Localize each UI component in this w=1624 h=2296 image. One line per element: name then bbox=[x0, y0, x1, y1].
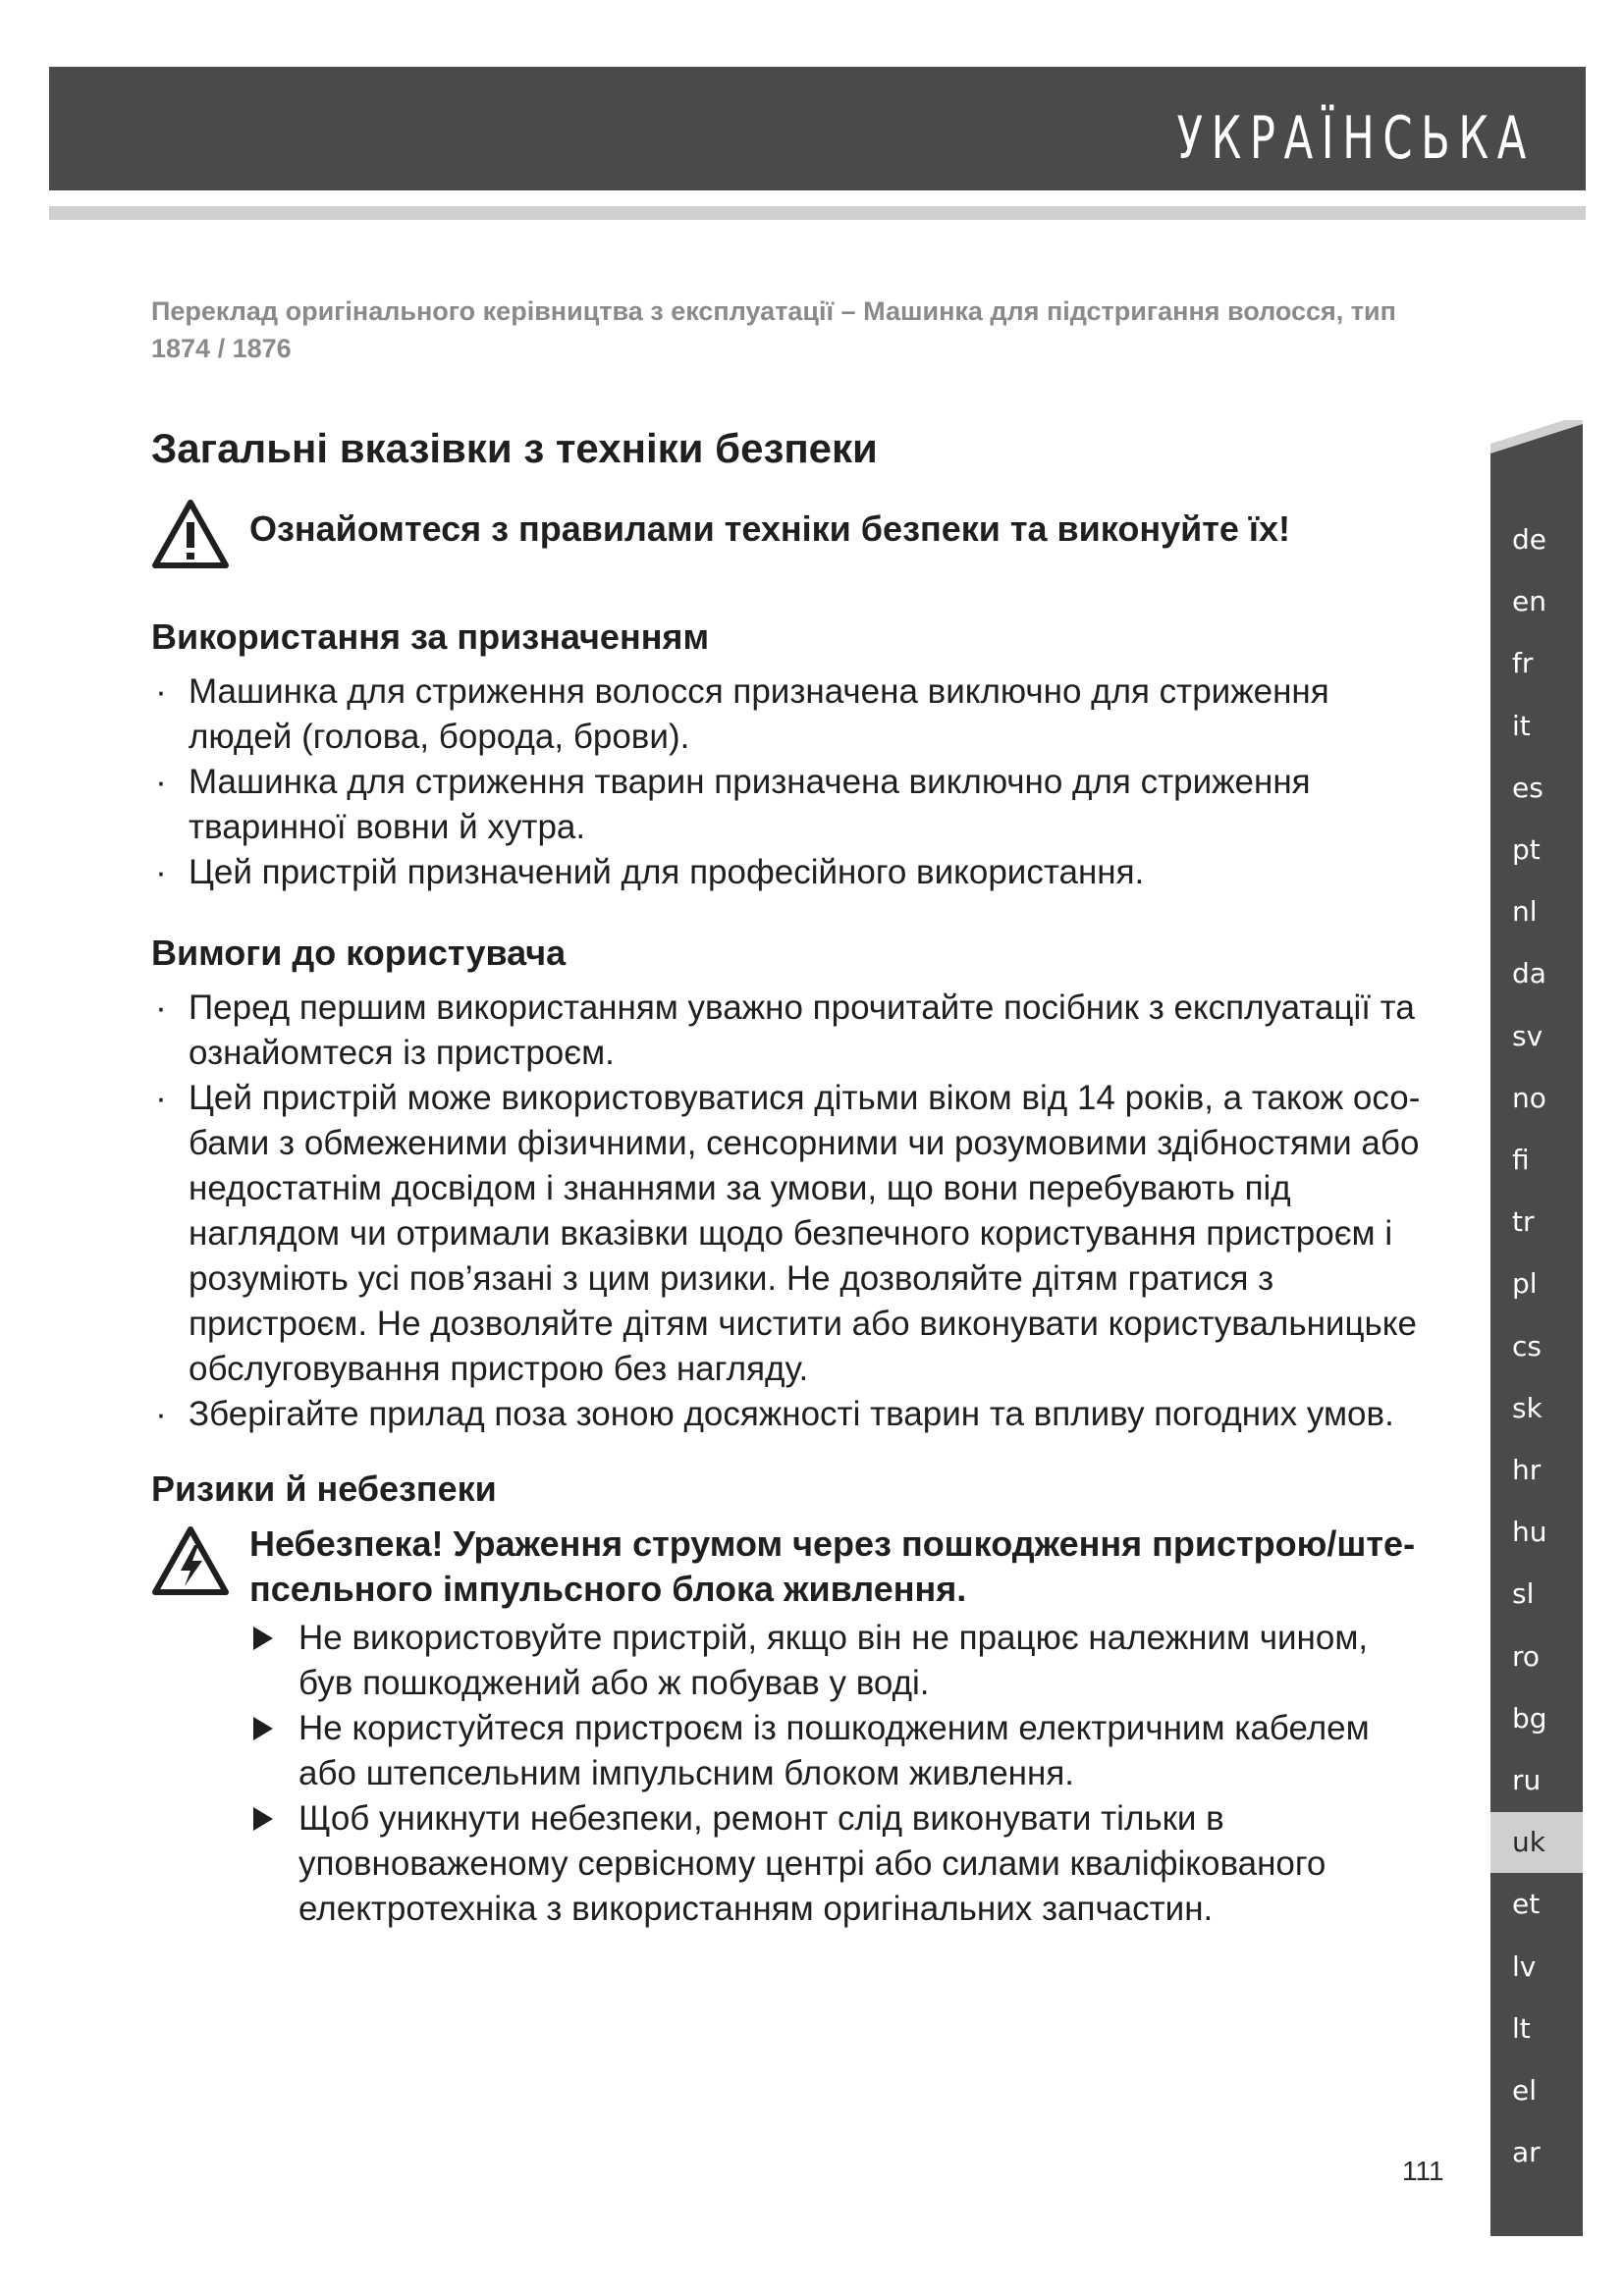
page-number: 111 bbox=[1402, 2156, 1444, 2186]
language-tab-sl[interactable]: sl bbox=[1512, 1577, 1535, 1611]
list-item: Не користуйтеся пристроєм із пошкодженим електричним кабелем або штепсельним імпульсним блоком живлення. bbox=[249, 1706, 1428, 1796]
main-content bbox=[151, 424, 1428, 1932]
list-item: Щоб уникнути небезпеки, ремонт слід виконувати тільки в уповноваженому сервісному центрі або силами кваліфікованого електротехніка з використанням оригінальних запчастин. bbox=[249, 1796, 1428, 1932]
language-tab-it[interactable]: it bbox=[1512, 709, 1531, 742]
list-item: · Цей пристрій призначений для професійного використання. bbox=[155, 853, 1145, 891]
list-item: · Зберігайте прилад поза зоною досяжності тварин та впливу погодних умов. bbox=[155, 1395, 1394, 1433]
language-tab-hr[interactable]: hr bbox=[1512, 1454, 1542, 1486]
intended-use-list bbox=[151, 669, 1428, 895]
language-tab-no[interactable]: no bbox=[1512, 1081, 1546, 1114]
language-tab-pt[interactable]: pt bbox=[1512, 833, 1541, 866]
language-tab-ru[interactable]: ru bbox=[1512, 1764, 1542, 1796]
language-tab-et[interactable]: et bbox=[1512, 1888, 1541, 1921]
user-requirements-list bbox=[151, 986, 1428, 1437]
language-tab-fr[interactable]: fr bbox=[1512, 647, 1534, 680]
section-heading-safety: Загальні вказівки з техніки безпеки bbox=[151, 425, 878, 471]
language-tab-ro[interactable]: ro bbox=[1512, 1639, 1541, 1673]
list-item: · Цей пристрій може використовуватися дітьми віком від 14 років, а також особами з обмеженими фізичними, сенсорними чи розумовими здібностями або недостатнім досвідом і знаннями за умови, що вони перебувають під наглядом чи отримали вказівки щодо безпечного користування пристроєм і розуміють усі пов’язані з цим ризики. Не дозволяйте дітям гратися з пристроєм. Не дозволяйте дітям чистити або виконувати користувальницьке обслуговування пристрою без нагляду. bbox=[155, 1079, 1421, 1388]
electric-hazard-icon bbox=[151, 1525, 230, 1596]
heading-intended-use: Використання за призначенням bbox=[151, 616, 710, 657]
language-title: УКРАЇНСЬКА bbox=[1176, 104, 1535, 173]
language-tab-fi[interactable]: fi bbox=[1512, 1144, 1530, 1176]
document-subtitle: Переклад оригінального керівництва з експлуатації – Машинка для підстригання волосся, тип 1874 / 1876 bbox=[151, 296, 1396, 363]
list-item: · Машинка для стриження тварин призначена виключно для стриження тваринної вовни й хутра. bbox=[155, 763, 1311, 846]
list-item: · Машинка для стриження волосся призначена виключно для стриження людей (голова, борода, брови). bbox=[155, 672, 1329, 756]
danger-warning-text: Небезпека! Ураження струмом через пошкодження пристрою/штепсельного імпульсного блока живлення. bbox=[249, 1523, 1416, 1609]
language-tab-pl[interactable]: pl bbox=[1512, 1267, 1538, 1301]
list-item: · Перед першим використанням уважно прочитайте посібник з експлуатації та ознайомтеся із пристроєм. bbox=[155, 988, 1415, 1072]
language-tab-es[interactable]: es bbox=[1512, 771, 1543, 804]
header-rule bbox=[49, 206, 1586, 220]
language-tab-ar[interactable]: ar bbox=[1512, 2136, 1541, 2169]
language-tab-da[interactable]: da bbox=[1512, 957, 1546, 990]
language-tab-uk[interactable]: uk bbox=[1490, 1812, 1583, 1873]
danger-warning bbox=[151, 1522, 1428, 1932]
safety-warning-text: Ознайомтеся з правилами техніки безпеки та виконуйте їх! bbox=[249, 508, 1291, 549]
list-item: Не використовуйте пристрій, якщо він не працює належним чином, був пошкоджений або ж побував у воді. bbox=[249, 1616, 1428, 1706]
language-tab-lv[interactable]: lv bbox=[1512, 1949, 1537, 1983]
heading-risks: Ризики й небезпеки bbox=[151, 1468, 497, 1509]
language-tab-cs[interactable]: cs bbox=[1512, 1329, 1542, 1362]
language-tab-el[interactable]: el bbox=[1512, 2074, 1538, 2107]
language-tab-en[interactable]: en bbox=[1512, 585, 1546, 618]
language-index bbox=[1490, 461, 1583, 2236]
heading-user-requirements: Вимоги до користувача bbox=[151, 933, 567, 973]
language-tab-tr[interactable]: tr bbox=[1512, 1205, 1535, 1239]
language-tab-hu[interactable]: hu bbox=[1512, 1516, 1547, 1549]
language-tab-sv[interactable]: sv bbox=[1512, 1019, 1543, 1052]
language-tab-bg[interactable]: bg bbox=[1512, 1701, 1547, 1735]
language-tab-nl[interactable]: nl bbox=[1512, 895, 1538, 929]
header-band bbox=[49, 67, 1586, 190]
safety-warning bbox=[151, 499, 1428, 552]
warning-icon bbox=[151, 499, 230, 569]
language-tab-sk[interactable]: sk bbox=[1512, 1391, 1543, 1424]
danger-actions-list bbox=[249, 1616, 1428, 1932]
language-tab-lt[interactable]: lt bbox=[1512, 2011, 1531, 2045]
language-tab-de[interactable]: de bbox=[1512, 523, 1546, 556]
